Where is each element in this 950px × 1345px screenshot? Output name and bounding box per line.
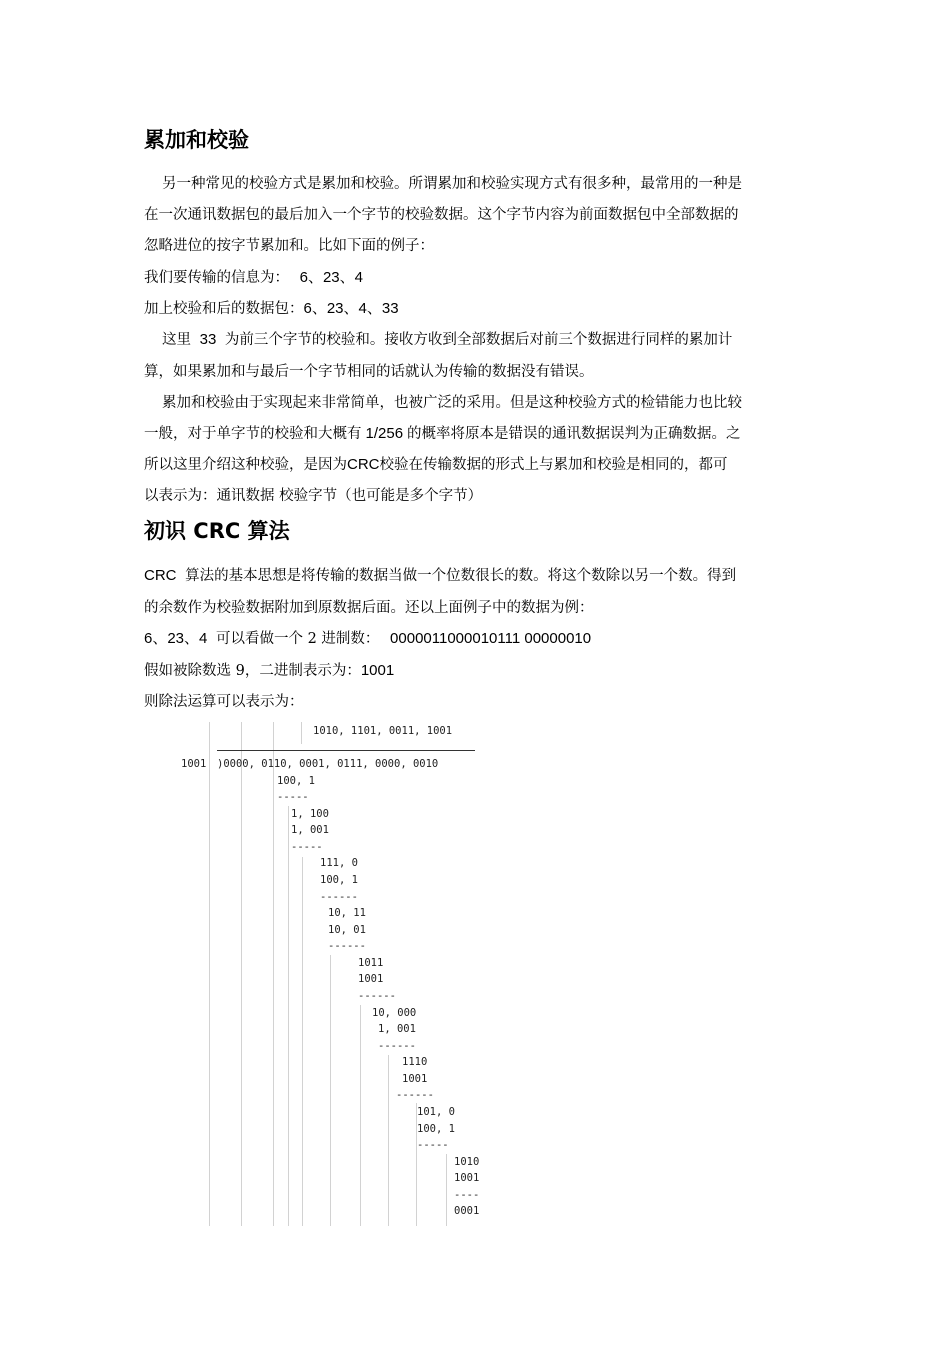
step-line: 1, 100 [291,808,329,820]
paragraph-line [144,455,728,475]
step-line: ------ [396,1089,434,1101]
step-line: ------ [378,1040,416,1052]
step-line: ----- [291,841,323,853]
step-line: 1001 [402,1073,428,1085]
text-span: 为前三个字节的校验和。接收方收到全部数据后对前三个数据进行同样的累加计 [224,332,733,348]
packet-line [144,299,399,319]
step-line: 100, 1 [277,775,315,787]
guide-line [388,1055,389,1226]
number-span: 6、23、4 [144,630,208,647]
step-line: ----- [417,1139,449,1151]
paragraph-line: 累加和校验由于实现起来非常简单，也被广泛的采用。但是这种校验方式的检错能力也比较 [162,395,742,411]
step-line: ------ [328,940,366,952]
binary-value: 1001 [360,662,395,679]
step-line: 10, 000 [372,1007,417,1019]
paragraph-line: 以表示为：通讯数据 校验字节（也可能是多个字节） [144,488,483,504]
step-line: 1001 [358,973,384,985]
number-span: CRC [144,567,177,584]
step-line: 101, 0 [417,1106,455,1118]
paragraph-line: 在一次通讯数据包的最后加入一个字节的校验数据。这个字节内容为前面数据包中全部数据的 [144,207,739,223]
step-line: ------ [320,891,358,903]
message-label: 我们要传输的信息为： [144,270,289,286]
remainder: 0001 [454,1205,480,1217]
step-line: 1001 [454,1172,480,1184]
paragraph-line [162,330,732,350]
message-value: 6、23、4 [299,269,363,286]
step-line: 100, 1 [417,1123,455,1135]
step-line: 10, 11 [328,907,366,919]
paragraph-line [144,661,394,681]
number-span: 33 [199,331,217,348]
guide-line [330,955,331,1226]
paragraph-line [144,629,591,649]
quotient: 1010, 1101, 0011, 1001 [313,725,453,737]
guide-line [301,722,302,744]
step-line: 1110 [402,1056,428,1068]
number-span: CRC [347,456,380,473]
paragraph-line: 的余数作为校验数据附加到原数据后面。还以上面例子中的数据为例： [144,600,594,616]
step-line: 1, 001 [378,1023,416,1035]
binary-value: 0000011000010111 00000010 [390,630,592,647]
text-span: 的概率将原本是错误的通讯数据误判为正确数据。之 [407,426,741,442]
paragraph-line: 忽略进位的按字节累加和。比如下面的例子： [144,238,434,254]
guide-line [209,722,210,1226]
step-line: 10, 01 [328,924,366,936]
paragraph-line: 则除法运算可以表示为： [144,694,304,710]
step-line: 100, 1 [320,874,358,886]
section-heading-crc: 初识 CRC 算法 [144,519,290,543]
step-line: ------ [358,990,396,1002]
text-span: 所以这里介绍这种校验，是因为 [144,457,347,473]
guide-line [241,722,242,1226]
guide-line [273,722,274,1226]
text-span: 假如被除数选 9，二进制表示为： [144,663,361,679]
crc-division-figure [175,722,495,1226]
step-line: 1011 [358,957,384,969]
paragraph-line: 算，如果累加和与最后一个字节相同的话就认为传输的数据没有错误。 [144,364,594,380]
text-span: 可以看做一个 2 进制数： [215,631,380,647]
divisor: 1001 [181,758,207,770]
guide-line [360,1005,361,1226]
packet-label: 加上校验和后的数据包： [144,301,304,317]
message-line [144,268,363,288]
guide-line [446,1154,447,1226]
dividend: )0000, 0110, 0001, 0111, 0000, 0010 [217,758,439,770]
division-bar [217,750,475,751]
paragraph-line: 另一种常见的校验方式是累加和校验。所谓累加和校验实现方式有很多种，最常用的一种是 [162,176,742,192]
step-line: 111, 0 [320,857,358,869]
text-span: 这里 [162,332,191,348]
guide-line [302,857,303,1226]
packet-value: 6、23、4、33 [303,300,399,317]
paragraph-line [144,566,736,586]
step-line: 1, 001 [291,824,329,836]
paragraph-line [144,424,741,444]
step-line: ---- [454,1189,480,1201]
text-span: 校验在传输数据的形式上与累加和校验是相同的，都可 [379,457,728,473]
number-span: 1/256 [365,425,404,442]
section-heading-checksum: 累加和校验 [144,128,249,152]
text-span: 一般，对于单字节的校验和大概有 [144,426,362,442]
text-span: 算法的基本思想是将传输的数据当做一个位数很长的数。将这个数除以另一个数。得到 [185,568,737,584]
guide-line [416,1103,417,1226]
step-line: 1010 [454,1156,480,1168]
guide-line [288,806,289,1226]
step-line: ----- [277,791,309,803]
